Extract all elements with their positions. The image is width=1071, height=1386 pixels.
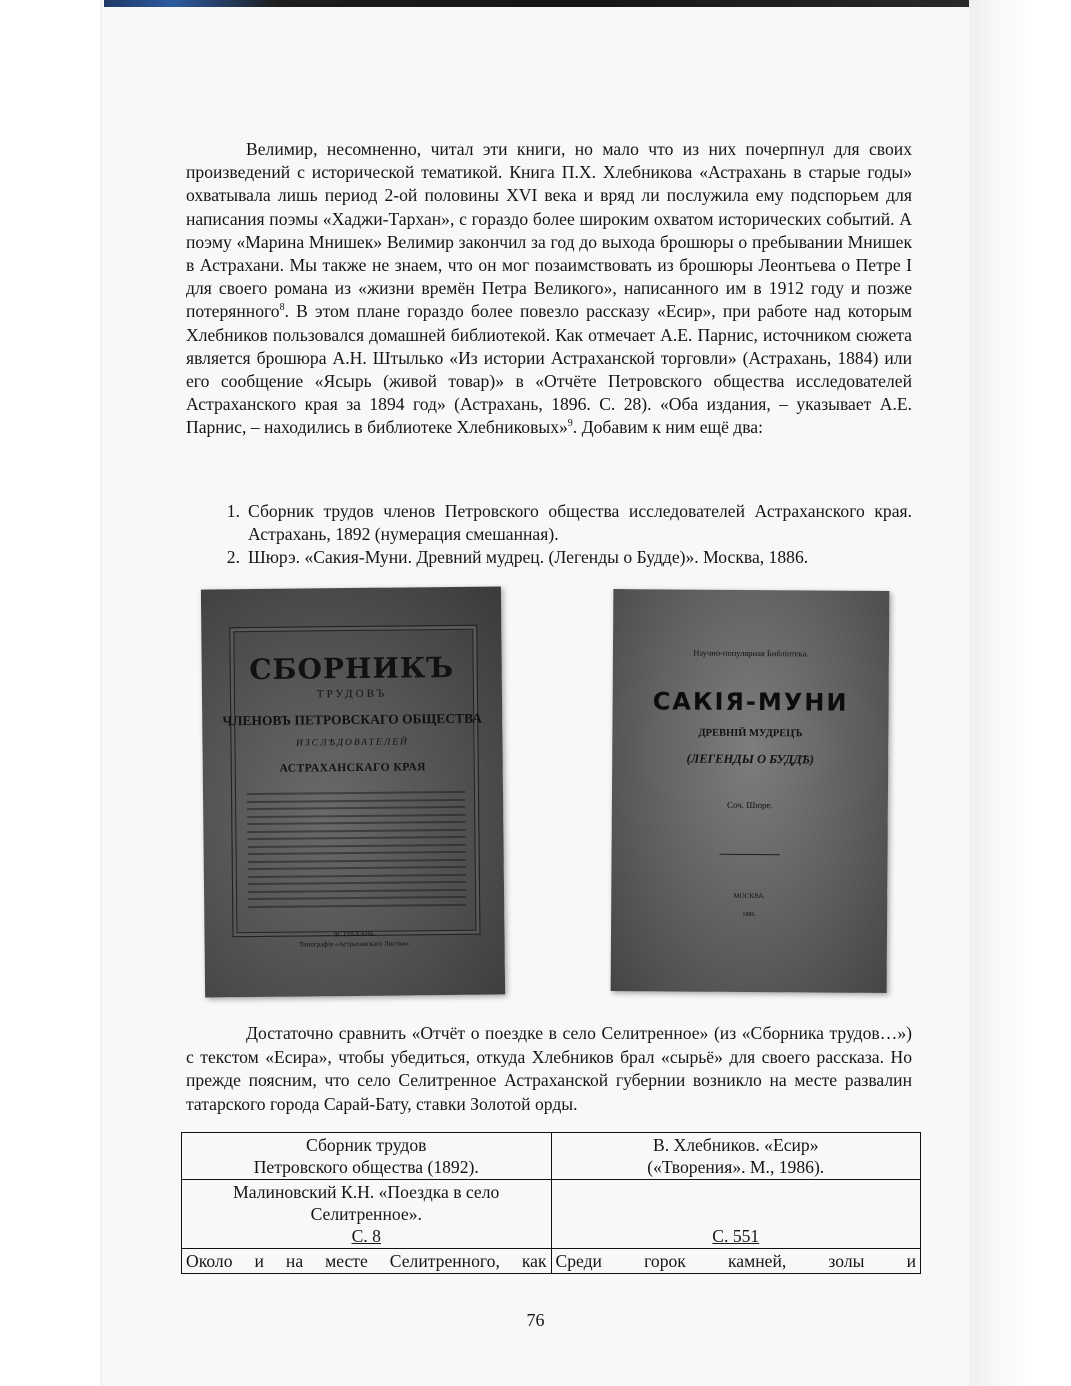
footnote-ref-8[interactable]: 8 <box>279 302 285 314</box>
table-row <box>182 1249 921 1274</box>
scan-top-edge <box>104 0 969 7</box>
cell-text: Селитренное». <box>310 1204 422 1224</box>
header-text: Петровского общества (1892). <box>253 1157 479 1177</box>
main-text-paragraph-2 <box>186 1022 912 1116</box>
main-text-paragraph-1 <box>186 138 912 440</box>
list-item-text: Сборник трудов членов Петровского общества исследователей Астраханского края. Астрахань, 1892 (нумерация смешанная). <box>248 501 912 545</box>
cover-imprint: Типографія «Астраханскаго Листка». <box>298 939 411 949</box>
scan-margin-right <box>969 0 1071 1386</box>
paragraph-text: Достаточно сравнить «Отчёт о поездке в село Селитренное» (из «Сборника трудов…») с текстом «Есира», чтобы убедиться, откуда Хлебников брал «сырьё» для своего рассказа. Но прежде поясним, что село Селитренное Астраханской губернии возникло на месте развалин татарского города Сарай-Бату, ставки Золотой орды. <box>186 1023 912 1114</box>
table-cell <box>551 1180 921 1249</box>
cover-author: Соч. Шюре. <box>726 799 773 811</box>
paragraph-text: . Добавим к ним ещё два: <box>572 417 764 438</box>
comparison-table <box>181 1132 921 1274</box>
table-row <box>182 1133 921 1180</box>
bibliography-list <box>186 500 912 570</box>
paragraph-text: . В этом плане гораздо более повезло рассказу «Есир», при работе над которым Хлебников пользовался домашней библиотекой. Как отмечает А.Е. Парнис, источником сюжета является брошюра А.Н. Штылько «Из истории Астраханской торговли» (Астрахань, 1884) или его сообщение «Ясырь (живой товар)» в «Отчёте Петровского общества исследователей Астраханского края за 1894 год» (Астрахань, 1896. С. 28). «Оба издания, – указывает А.Е. Парнис, – находились в библиотеке Хлебниковых» <box>186 301 912 438</box>
cover-subtitle: (ЛЕГЕНДЫ О БУДДѢ) <box>686 751 814 767</box>
cover-imprint: МОСКВА. <box>733 891 766 901</box>
page-reference: С. 8 <box>351 1226 381 1246</box>
paragraph-text: Велимир, несомненно, читал эти книги, но мало что из них почерпнул для своих произведений с исторической тематикой. Книга П.Х. Хлебникова «Астрахань в старые годы» охватывала лишь период 2-ой половины XVI века и вряд ли послужила ему подспорьем для написания поэмы «Хаджи-Тархан», с гораздо более широким охватом исторических событий. А поэму «Марина Мнишек» Велимир закончил за год до выхода брошюры о пребывании Мнишек в Астрахани. Мы также не знаем, что он мог позаимствовать из брошюры Леонтьева о Петре I для своего романа из «жизни времён Петра Великого», написанного им в 1912 году и позже потерянного <box>186 139 912 322</box>
cover-subtitle: ТРУДОВЪ <box>316 687 388 701</box>
header-text: Сборник трудов <box>306 1135 427 1155</box>
book-cover-photo-sbornik <box>201 586 505 997</box>
list-item-number: 1. <box>226 501 240 521</box>
cover-contents-text <box>247 791 466 923</box>
list-item-text: Шюрэ. «Сакия-Муни. Древний мудрец. (Легенды о Будде)». Москва, 1886. <box>248 547 809 568</box>
cover-series: Научно-популярная Библіотека. <box>693 647 809 659</box>
header-text: («Творения». М., 1986). <box>647 1157 825 1177</box>
cell-text: Малиновский К.Н. «Поездка в село <box>233 1182 500 1202</box>
cover-title: СБОРНИКЪ <box>249 650 455 687</box>
paragraph <box>186 138 912 440</box>
table-cell: Среди горок камней, золы и <box>551 1249 921 1274</box>
list-item-number: 2. <box>226 547 240 568</box>
cover-title: САКІЯ-МУНИ <box>652 687 849 717</box>
cover-imprint: АСТРАХАНЬ. <box>333 929 376 939</box>
cover-subtitle: ДРЕВНІЙ МУДРЕЦЪ <box>698 727 803 740</box>
header-text: В. Хлебников. «Есир» <box>652 1135 819 1155</box>
book-cover-photo-sakia-muni <box>611 589 890 993</box>
footnote-ref-9[interactable]: 9 <box>567 418 573 430</box>
cover-subtitle: ЧЛЕНОВЪ ПЕТРОВСКАГО ОБЩЕСТВА <box>222 710 483 729</box>
cover-rule <box>720 854 780 855</box>
table-header-cell <box>551 1133 921 1180</box>
scan-margin-left <box>0 0 104 1386</box>
cover-subtitle: ИЗСЛѢДОВАТЕЛЕЙ <box>296 737 409 749</box>
table-cell: Около и на месте Селитренного, как <box>182 1249 552 1274</box>
page-reference: С. 551 <box>712 1226 760 1246</box>
table-cell <box>182 1180 552 1249</box>
page-number: 76 <box>526 1310 545 1330</box>
table-header-cell <box>182 1133 552 1180</box>
list-item <box>186 500 912 546</box>
cover-imprint: 1886. <box>742 911 756 919</box>
list-item <box>186 546 912 569</box>
cover-subtitle: АСТРАХАНСКАГО КРАЯ <box>279 761 427 775</box>
table-row <box>182 1180 921 1249</box>
